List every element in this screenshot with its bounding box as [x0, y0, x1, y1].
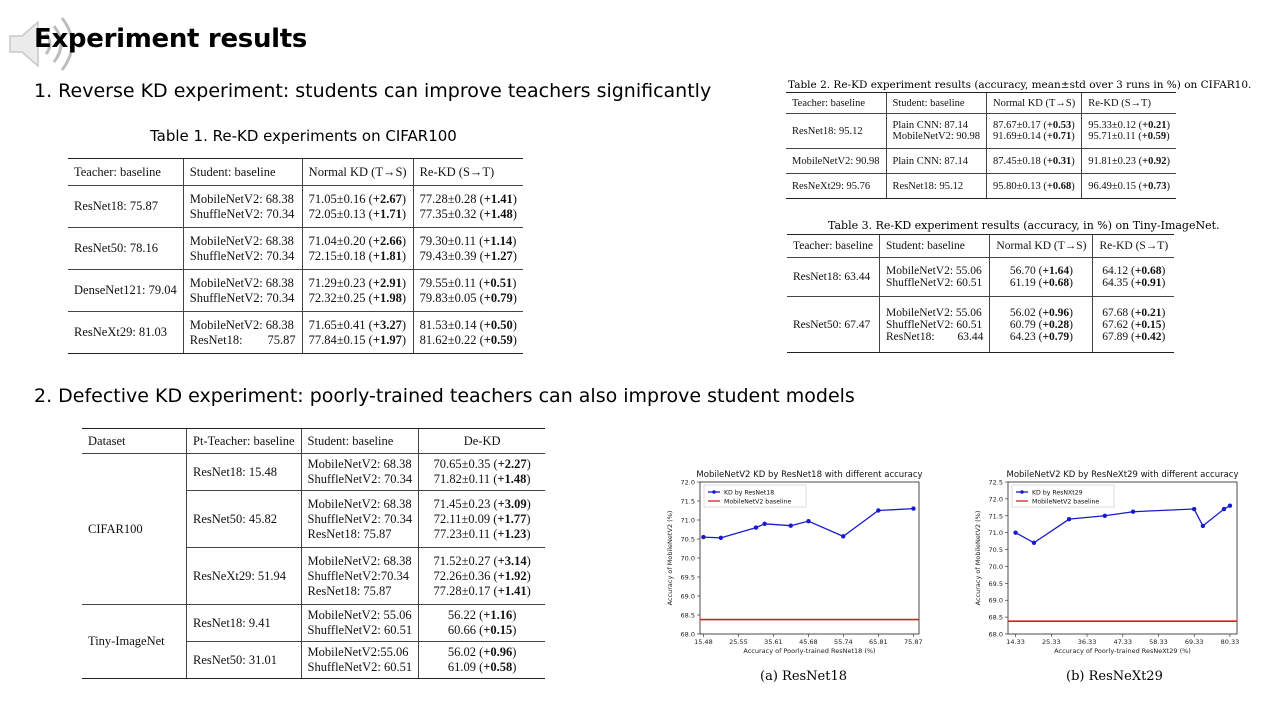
student-cell: ResNet18: 75.87	[307, 526, 392, 541]
y-tick-label: 68.5	[988, 613, 1003, 622]
student-cell: MobileNetV2: 55.06	[885, 265, 982, 277]
y-tick-label: 71.0	[680, 516, 695, 525]
kd-cell: 60.79 (+0.28)	[1009, 318, 1073, 331]
table2-header: Teacher: baseline	[786, 93, 886, 114]
x-tick-label: 55.74	[834, 638, 853, 646]
teacher-cell: ResNet18: 75.87	[68, 186, 183, 228]
table-row	[82, 605, 545, 642]
teacher-cell: ResNet18: 15.48	[187, 454, 302, 491]
y-tick-label: 70.0	[680, 554, 695, 563]
data-point	[876, 508, 880, 512]
y-axis-label: Accuracy of MobileNetV2 (%)	[666, 510, 674, 606]
teacher-cell: ResNet50: 45.82	[187, 491, 302, 548]
x-axis-label: Accuracy of Poorly-trained ResNeXt29 (%)	[1054, 647, 1191, 655]
rekd-cell: 79.55±0.11 (+0.51)	[419, 275, 517, 290]
table3-header: Teacher: baseline	[787, 235, 879, 258]
rekd-cell: 81.53±0.14 (+0.50)	[419, 317, 517, 332]
line-chart-resnext29	[970, 466, 1245, 662]
rekd-cell: 67.62 (+0.15)	[1102, 318, 1166, 331]
student-cell: ResNet18: 75.87	[307, 583, 392, 598]
table2-cifar10	[786, 92, 1176, 199]
y-tick-label: 70.0	[988, 562, 1003, 571]
student-cell: MobileNetV2: 68.38	[307, 496, 412, 511]
y-tick-label: 71.5	[988, 512, 1003, 521]
student-cell: MobileNetV2: 90.98	[892, 131, 980, 142]
x-tick-label: 25.55	[729, 638, 748, 646]
table2-header: Re-KD (S→T)	[1082, 93, 1176, 114]
table-row	[786, 114, 1176, 149]
dekd-cell: 61.09 (+0.58)	[447, 660, 517, 674]
dekd-cell: 72.26±0.36 (+1.92)	[433, 568, 531, 583]
dekd-cell: 71.52±0.27 (+3.14)	[433, 553, 531, 568]
table4-defective-kd	[82, 428, 545, 679]
table-row	[68, 312, 523, 354]
kd-cell: 61.19 (+0.68)	[1009, 277, 1073, 289]
dekd-cell: 77.28±0.17 (+1.41)	[433, 583, 531, 598]
kd-cell: 56.70 (+1.64)	[1009, 265, 1073, 277]
student-cell: Plain CNN: 87.14	[886, 149, 987, 174]
rekd-cell: 77.35±0.32 (+1.48)	[419, 206, 517, 221]
y-tick-label: 72.5	[988, 478, 1003, 487]
dekd-cell: 60.66 (+0.15)	[447, 623, 517, 637]
data-point	[1013, 530, 1017, 534]
x-tick-label: 35.61	[764, 638, 783, 646]
teacher-cell: DenseNet121: 79.04	[68, 270, 183, 312]
dekd-cell: 56.02 (+0.96)	[447, 645, 517, 659]
kd-cell: 72.15±0.18 (+1.81)	[308, 248, 406, 263]
data-point	[1228, 503, 1232, 507]
table-row	[786, 174, 1176, 199]
data-point	[841, 534, 845, 538]
student-cell: MobileNetV2: 68.38	[307, 457, 412, 471]
data-point	[762, 522, 766, 526]
section-heading-defective-kd: 2. Defective KD experiment: poorly-trained teachers can also improve student models	[34, 385, 855, 407]
y-tick-label: 70.5	[680, 535, 695, 544]
x-tick-label: 65.81	[869, 638, 888, 646]
rekd-cell: 67.89 (+0.42)	[1102, 330, 1166, 343]
kd-cell: 56.02 (+0.96)	[1009, 306, 1073, 319]
dekd-cell: 71.45±0.23 (+3.09)	[433, 496, 531, 511]
table1-header: Student: baseline	[183, 159, 302, 186]
y-tick-label: 71.5	[680, 497, 695, 506]
table-row	[68, 270, 523, 312]
data-point	[754, 525, 758, 529]
y-tick-label: 70.5	[988, 546, 1003, 555]
x-tick-label: 25.33	[1041, 638, 1061, 646]
y-tick-label: 72.0	[988, 495, 1003, 504]
teacher-cell: ResNet50: 31.01	[187, 642, 302, 679]
table3-header: Re-KD (S→T)	[1093, 235, 1174, 258]
teacher-cell: ResNet18: 95.12	[786, 114, 886, 149]
legend-label: KD by ResNet18	[724, 489, 775, 497]
table3-caption: Table 3. Re-KD experiment results (accuracy, in %) on Tiny-ImageNet.	[828, 219, 1220, 232]
table3-tiny-imagenet	[787, 234, 1174, 353]
x-tick-label: 69.33	[1184, 638, 1204, 646]
legend-label: MobileNetV2 baseline	[1032, 498, 1100, 506]
table-row	[786, 149, 1176, 174]
student-cell: MobileNetV2: 68.38	[189, 191, 294, 206]
student-cell: MobileNetV2: 55.06	[307, 608, 412, 622]
table-row	[68, 186, 523, 228]
teacher-cell: ResNeXt29: 95.76	[786, 174, 886, 199]
y-tick-label: 68.0	[680, 630, 695, 639]
student-cell: ShuffleNetV2: 60.51	[885, 277, 983, 289]
table3-header: Normal KD (T→S)	[990, 235, 1093, 258]
chart-title: MobileNetV2 KD by ResNet18 with different accuracy	[696, 470, 923, 480]
rekd-cell: 96.49±0.15 (+0.73)	[1082, 174, 1176, 199]
rekd-cell: 77.28±0.28 (+1.41)	[419, 191, 517, 206]
data-point	[1192, 507, 1196, 511]
kd-cell: 71.04±0.20 (+2.66)	[308, 233, 406, 248]
y-tick-label: 69.5	[988, 579, 1003, 588]
data-point	[1103, 514, 1107, 518]
data-point	[806, 519, 810, 523]
student-cell: ShuffleNetV2: 60.51	[307, 623, 413, 637]
kd-series-line	[1016, 506, 1230, 543]
kd-cell: 72.32±0.25 (+1.98)	[308, 290, 406, 305]
table4-header: Student: baseline	[301, 429, 419, 454]
student-cell: ResNet18: 75.87	[189, 332, 296, 347]
student-cell: MobileNetV2: 68.38	[307, 553, 412, 568]
table1-caption: Table 1. Re-KD experiments on CIFAR100	[150, 127, 457, 145]
y-tick-label: 68.5	[680, 611, 695, 620]
legend-label: KD by ResNXt29	[1032, 489, 1083, 497]
table-row	[82, 454, 545, 491]
student-cell: ShuffleNetV2: 70.34	[307, 511, 413, 526]
table1-header: Normal KD (T→S)	[302, 159, 413, 186]
table-row	[68, 228, 523, 270]
dekd-cell: 71.82±0.11 (+1.48)	[433, 472, 531, 486]
data-point	[1222, 507, 1226, 511]
table2-caption: Table 2. Re-KD experiment results (accuracy, mean±std over 3 runs in %) on CIFAR10.	[788, 79, 1252, 91]
data-point	[701, 535, 705, 539]
data-point	[1067, 517, 1071, 521]
line-chart-resnet18	[662, 466, 927, 662]
teacher-cell: ResNeXt29: 51.94	[187, 548, 302, 605]
rekd-cell: 81.62±0.22 (+0.59)	[419, 332, 517, 347]
student-cell: ResNet18: 63.44	[885, 330, 984, 343]
kd-cell: 64.23 (+0.79)	[1009, 330, 1073, 343]
student-cell: MobileNetV2: 68.38	[189, 275, 294, 290]
rekd-cell: 79.83±0.05 (+0.79)	[419, 290, 517, 305]
figure-caption-a: (a) ResNet18	[760, 669, 848, 684]
dekd-cell: 72.11±0.09 (+1.77)	[433, 511, 531, 526]
data-point	[719, 536, 723, 540]
table3-header: Student: baseline	[879, 235, 989, 258]
table-row	[787, 297, 1174, 353]
y-tick-label: 69.0	[680, 592, 695, 601]
x-tick-label: 45.68	[799, 638, 818, 646]
kd-cell: 91.69±0.14 (+0.71)	[993, 131, 1075, 142]
student-cell: ResNet18: 95.12	[886, 174, 987, 199]
rekd-cell: 79.43±0.39 (+1.27)	[419, 248, 517, 263]
legend-marker	[712, 490, 716, 494]
dataset-cell: Tiny-ImageNet	[82, 605, 187, 679]
rekd-cell: 95.71±0.11 (+0.59)	[1088, 131, 1170, 142]
table4-header: Pt-Teacher: baseline	[187, 429, 302, 454]
table4-header: De-KD	[419, 429, 546, 454]
dekd-cell: 70.65±0.35 (+2.27)	[433, 457, 531, 471]
section-heading-reverse-kd: 1. Reverse KD experiment: students can improve teachers significantly	[34, 80, 712, 102]
data-point	[1131, 510, 1135, 514]
dataset-cell: CIFAR100	[82, 454, 187, 605]
table1-header: Re-KD (S→T)	[413, 159, 523, 186]
student-cell: MobileNetV2: 55.06	[885, 306, 982, 319]
table4-header: Dataset	[82, 429, 187, 454]
kd-cell: 71.65±0.41 (+3.27)	[308, 317, 406, 332]
slide-title: Experiment results	[34, 24, 308, 54]
rekd-cell: 95.33±0.12 (+0.21)	[1088, 120, 1170, 131]
y-tick-label: 71.0	[988, 529, 1003, 538]
student-cell: Plain CNN: 87.14	[892, 120, 969, 131]
y-tick-label: 69.0	[988, 596, 1003, 605]
teacher-cell: ResNeXt29: 81.03	[68, 312, 183, 354]
x-tick-label: 47.33	[1113, 638, 1133, 646]
kd-cell: 87.45±0.18 (+0.31)	[987, 149, 1082, 174]
kd-cell: 77.84±0.15 (+1.97)	[308, 332, 406, 347]
y-tick-label: 72.0	[680, 478, 695, 487]
rekd-cell: 64.35 (+0.91)	[1102, 277, 1166, 289]
student-cell: ShuffleNetV2: 70.34	[189, 206, 295, 221]
student-cell: ShuffleNetV2: 60.51	[885, 318, 983, 331]
teacher-cell: ResNet18: 63.44	[787, 258, 879, 297]
student-cell: ShuffleNetV2: 70.34	[307, 472, 413, 486]
data-point	[789, 524, 793, 528]
teacher-cell: MobileNetV2: 90.98	[786, 149, 886, 174]
y-axis-label: Accuracy of MobileNetV2 (%)	[974, 510, 982, 606]
figure-caption-b: (b) ResNeXt29	[1066, 669, 1163, 684]
teacher-cell: ResNet18: 9.41	[187, 605, 302, 642]
student-cell: ShuffleNetV2: 70.34	[189, 248, 295, 263]
data-point	[911, 506, 915, 510]
kd-cell: 72.05±0.13 (+1.71)	[308, 206, 406, 221]
x-tick-label: 80.33	[1220, 638, 1240, 646]
legend-marker	[1020, 490, 1024, 494]
x-tick-label: 75.87	[904, 638, 923, 646]
x-tick-label: 36.33	[1077, 638, 1097, 646]
x-tick-label: 15.48	[694, 638, 713, 646]
rekd-cell: 64.12 (+0.68)	[1102, 265, 1166, 277]
kd-cell: 95.80±0.13 (+0.68)	[987, 174, 1082, 199]
student-cell: MobileNetV2: 68.38	[189, 233, 294, 248]
teacher-cell: ResNet50: 67.47	[787, 297, 879, 353]
kd-cell: 71.29±0.23 (+2.91)	[308, 275, 406, 290]
kd-cell: 87.67±0.17 (+0.53)	[993, 120, 1075, 131]
table2-header: Student: baseline	[886, 93, 987, 114]
chart-title: MobileNetV2 KD by ResNeXt29 with different accuracy	[1006, 470, 1239, 480]
student-cell: MobileNetV2: 68.38	[189, 317, 294, 332]
rekd-cell: 67.68 (+0.21)	[1102, 306, 1166, 319]
table1-cifar100	[68, 158, 523, 354]
dekd-cell: 56.22 (+1.16)	[447, 608, 517, 622]
table2-header: Normal KD (T→S)	[987, 93, 1082, 114]
x-tick-label: 14.33	[1006, 638, 1025, 646]
student-cell: MobileNetV2:55.06	[307, 645, 409, 659]
dekd-cell: 77.23±0.11 (+1.23)	[433, 526, 531, 541]
data-point	[1032, 541, 1036, 545]
kd-cell: 71.05±0.16 (+2.67)	[308, 191, 406, 206]
x-tick-label: 58.33	[1149, 638, 1168, 646]
table1-header: Teacher: baseline	[68, 159, 183, 186]
rekd-cell: 79.30±0.11 (+1.14)	[419, 233, 517, 248]
data-point	[1201, 524, 1205, 528]
student-cell: ShuffleNetV2: 60.51	[307, 660, 413, 674]
y-tick-label: 69.5	[680, 573, 695, 582]
student-cell: ShuffleNetV2:70.34	[307, 568, 410, 583]
student-cell: ShuffleNetV2: 70.34	[189, 290, 295, 305]
table-row	[787, 258, 1174, 297]
x-axis-label: Accuracy of Poorly-trained ResNet18 (%)	[743, 647, 876, 655]
rekd-cell: 91.81±0.23 (+0.92)	[1082, 149, 1176, 174]
teacher-cell: ResNet50: 78.16	[68, 228, 183, 270]
legend-label: MobileNetV2 baseline	[724, 498, 792, 506]
y-tick-label: 68.0	[988, 630, 1003, 639]
